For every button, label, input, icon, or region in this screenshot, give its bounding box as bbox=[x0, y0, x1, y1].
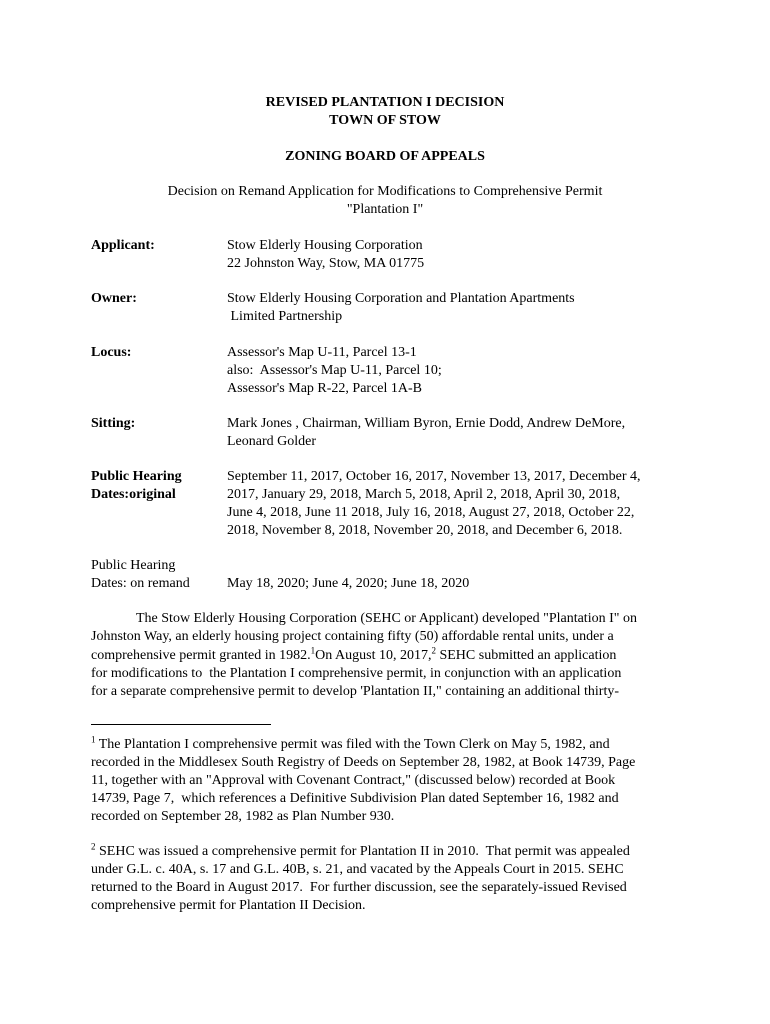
subtitle-line-2: "Plantation I" bbox=[346, 202, 424, 217]
body-line-1: The Stow Elderly Housing Corporation (SEHC or Applicant) developed "Plantation I" on bbox=[136, 611, 637, 626]
footnote-2-line-1: $^2$ SEHC was issued a comprehensive permit for Plantation II in 2010. That permit was appealed bbox=[91, 841, 630, 859]
footnote-2-line-2: under G.L. c. 40A, s. 17 and G.L. 40B, s. 21, and vacated by the Appeals Court in 2015. SEHC bbox=[91, 862, 624, 877]
locus-line-2: also: Assessor's Map U-11, Parcel 10; bbox=[227, 363, 442, 378]
footnote-ref-1[interactable]: 1 bbox=[310, 645, 316, 656]
subtitle-line-1: Decision on Remand Application for Modifications to Comprehensive Permit bbox=[167, 184, 603, 199]
document-title: REVISED PLANTATION I DECISION bbox=[265, 95, 505, 110]
locus-label: Locus: bbox=[91, 345, 132, 360]
body-line-2: Johnston Way, an elderly housing project containing fifty (50) affordable rental units, under a bbox=[91, 629, 614, 644]
footnote-1-line-4: 14739, Page 7, which references a Definitive Subdivision Plan dated September 16, 1982 and bbox=[91, 791, 619, 806]
hearing-remand-label-2: Dates: on remand bbox=[91, 576, 190, 591]
body-line-5: for a separate comprehensive permit to develop 'Plantation II," containing an additional thirty- bbox=[91, 684, 620, 699]
body-line-3-a: comprehensive permit granted in 1982. bbox=[91, 648, 311, 663]
hearing-original-dates-4: 2018, November 8, 2018, November 20, 2018, and December 6, 2018. bbox=[227, 523, 623, 538]
hearing-original-label-2: Dates:original bbox=[91, 487, 176, 502]
footnote-1-line-1: $^1$ The Plantation I comprehensive permit was filed with the Town Clerk on May 5, 1982, and bbox=[91, 734, 610, 752]
owner-line-1: Stow Elderly Housing Corporation and Plantation Apartments bbox=[227, 291, 575, 306]
hearing-original-dates-3: June 4, 2018, June 11 2018, July 16, 2018, August 27, 2018, October 22, bbox=[227, 505, 635, 520]
owner-label: Owner: bbox=[91, 291, 137, 306]
hearing-remand-dates: May 18, 2020; June 4, 2020; June 18, 2020 bbox=[227, 576, 470, 591]
footnote-1-line-2: recorded in the Middlesex South Registry of Deeds on September 28, 1982, at Book 14739, Page bbox=[91, 755, 636, 770]
hearing-remand-label-1: Public Hearing bbox=[91, 558, 176, 573]
locus-line-1: Assessor's Map U-11, Parcel 13-1 bbox=[227, 345, 417, 360]
hearing-original-dates-1: September 11, 2017, October 16, 2017, November 13, 2017, December 4, bbox=[227, 469, 641, 484]
body-line-4: for modifications to the Plantation I comprehensive permit, in conjunction with an application bbox=[91, 666, 622, 681]
locus-line-3: Assessor's Map R-22, Parcel 1A-B bbox=[227, 381, 423, 396]
sitting-line-1: Mark Jones , Chairman, William Byron, Ernie Dodd, Andrew DeMore, bbox=[227, 416, 626, 431]
body-line-3-b: On August 10, 2017, bbox=[315, 648, 432, 663]
board-name: ZONING BOARD OF APPEALS bbox=[285, 149, 485, 164]
town-name: TOWN OF STOW bbox=[329, 113, 441, 128]
footnote-1-line-5: recorded on September 28, 1982 as Plan Number 930. bbox=[91, 809, 395, 824]
body-line-3 bbox=[91, 647, 616, 665]
footnote-ref-2[interactable]: 2 bbox=[431, 645, 436, 656]
footnote-1-marker: 1 bbox=[91, 734, 96, 745]
sitting-label: Sitting: bbox=[91, 416, 136, 431]
applicant-label: Applicant: bbox=[91, 238, 155, 253]
footnote-separator bbox=[91, 724, 271, 725]
body-line-3-c: SEHC submitted an application bbox=[435, 648, 617, 663]
hearing-original-dates-2: 2017, January 29, 2018, March 5, 2018, April 2, 2018, April 30, 2018, bbox=[227, 487, 621, 502]
applicant-address: 22 Johnston Way, Stow, MA 01775 bbox=[227, 256, 425, 271]
footnote-2-marker: 2 bbox=[91, 841, 96, 852]
footnote-2-line-4: comprehensive permit for Plantation II Decision. bbox=[91, 898, 366, 913]
footnote-1-line-3: 11, together with an "Approval with Covenant Contract," (discussed below) recorded at Book bbox=[91, 773, 616, 788]
hearing-original-label-1: Public Hearing bbox=[91, 469, 182, 484]
applicant-name: Stow Elderly Housing Corporation bbox=[227, 238, 423, 253]
footnote-2-line-3: returned to the Board in August 2017. For further discussion, see the separately-issued Revised bbox=[91, 880, 627, 895]
sitting-line-2: Leonard Golder bbox=[227, 434, 317, 449]
owner-line-2: Limited Partnership bbox=[227, 309, 343, 324]
